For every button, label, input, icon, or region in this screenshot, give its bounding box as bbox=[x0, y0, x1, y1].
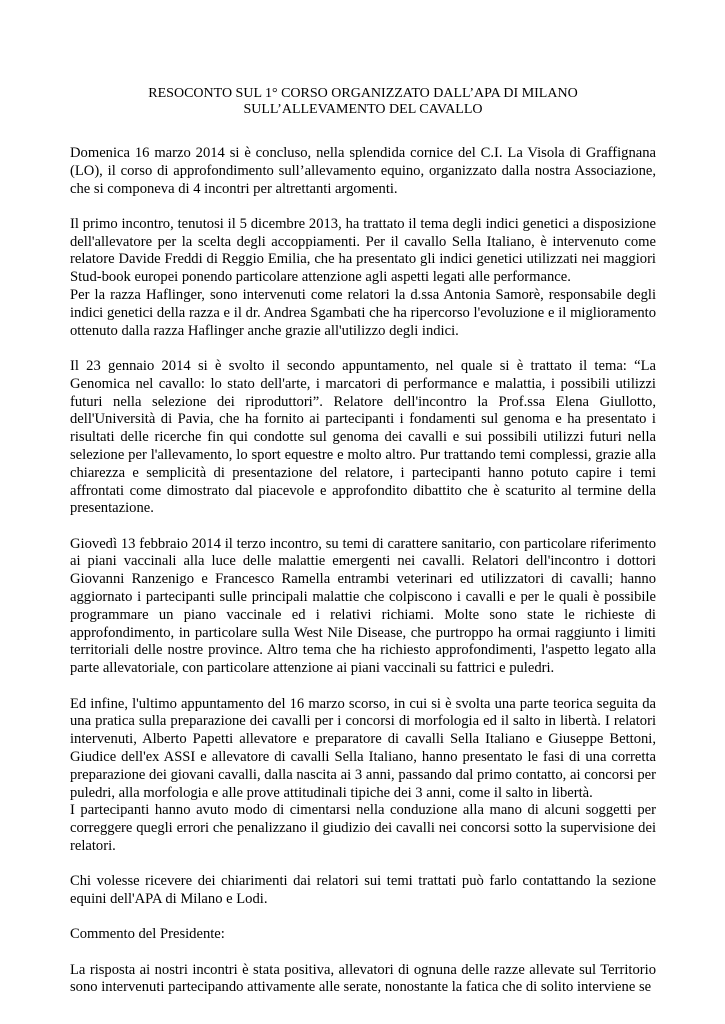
title-line-1: RESOCONTO SUL 1° CORSO ORGANIZZATO DALL’APA DI MILANO bbox=[148, 86, 578, 101]
paragraph-intro: Domenica 16 marzo 2014 si è concluso, nella splendida cornice del C.I. La Visola di Graffignana (LO), il corso di approfondimento sull’allevamento equino, organizzato dalla nostra Associazione, che si componeva di 4 incontri per altrettanti argomenti. bbox=[70, 145, 656, 197]
paragraph-second-meeting: Il 23 gennaio 2014 si è svolto il secondo appuntamento, nel quale si è trattato il tema: “La Genomica nel cavallo: lo stato dell'arte, i marcatori di performance e malattia, i possibili utilizzi futuri nella selezione dei riproduttori”. Relatore dell'incontro la Prof.ssa Elena Giullotto, dell'Università di Pavia, che ha fornito ai partecipanti i fondamenti sul genoma e ha presentato i risultati delle ricerche fin qui condotte sul genoma dei cavalli e sui possibili utilizzi futuri nella selezione per l'allevamento, lo sport equestre e molto altro. Pur trattando temi complessi, grazie alla chiarezza e semplicità di presentazione del relatore, i partecipanti hanno potuto capire i temi affrontati come dimostrato dal piacevole e approfondito dibattito che è scaturito al termine della presentazione. bbox=[70, 357, 656, 517]
president-comment-heading: Commento del Presidente: bbox=[70, 926, 225, 943]
title-line-2: SULL’ALLEVAMENTO DEL CAVALLO bbox=[243, 102, 483, 117]
paragraph-participants: I partecipanti hanno avuto modo di cimentarsi nella conduzione alla mano di alcuni soggetti per correggere quegli errori che penalizzano il giudizio dei cavalli nei concorsi sotto la supervisione dei relatori. bbox=[70, 802, 656, 854]
paragraph-third-meeting: Giovedì 13 febbraio 2014 il terzo incontro, su temi di carattere sanitario, con particolare riferimento ai piani vaccinali alla luce delle malattie emergenti nei cavalli. Relatori dell'incontro i dottori Giovanni Ranzenigo e Francesco Ramella entrambi veterinari ed utilizzatori di cavalli; hanno aggiornato i partecipanti sulle principali malattie che colpiscono i cavalli e per le quali è possibile programmare un piano vaccinale ed i relativi richiami. Molte sono state le richieste di approfondimento, in particolare sulla West Nile Disease, che purtroppo ha ormai raggiunto i limiti territoriali delle nostre province. Altro tema che ha richiesto approfondimenti, l'aspetto legato alla parte allevatoriale, con particolare attenzione ai piani vaccinali su fattrici e puledri. bbox=[70, 535, 656, 677]
paragraph-president-comment: La risposta ai nostri incontri è stata positiva, allevatori di ognuna delle razze allevate sul Territorio sono intervenuti partecipando attivamente alle serate, nonostante la fatica che di solito interviene se bbox=[70, 961, 656, 996]
document-body bbox=[70, 145, 656, 997]
document-title bbox=[70, 86, 656, 118]
paragraph-last-meeting: Ed infine, l'ultimo appuntamento del 16 marzo scorso, in cui si è svolta una parte teorica seguita da una pratica sulla preparazione dei cavalli per i concorsi di morfologia ed il salto in libertà. I relatori intervenuti, Alberto Papetti allevatore e preparatore di cavalli Sella Italiano e Giuseppe Bettoni, Giudice dell'ex ASSI e allevatore di cavalli Sella Italiano, hanno presentato le fasi di una corretta preparazione dei giovani cavalli, dalla nascita ai 3 anni, passando dal primo contatto, ai concorsi per puledri, alla morfologia e alle prove attitudinali tipiche dei 3 anni, come il salto in libertà. bbox=[70, 695, 656, 801]
paragraph-first-meeting: Il primo incontro, tenutosi il 5 dicembre 2013, ha trattato il tema degli indici genetici a disposizione dell'allevatore per la scelta degli accoppiamenti. Per il cavallo Sella Italiano, è intervenuto come relatore Davide Freddi di Reggio Emilia, che ha presentato gli indici genetici utilizzati nei maggiori Stud-book europei ponendo particolare attenzione agli aspetti legati alle performance. bbox=[70, 215, 656, 286]
paragraph-contact: Chi volesse ricevere dei chiarimenti dai relatori sui temi trattati può farlo contattando la sezione equini dell'APA di Milano e Lodi. bbox=[70, 873, 656, 907]
paragraph-haflinger: Per la razza Haflinger, sono intervenuti come relatori la d.ssa Antonia Samorè, responsabile degli indici genetici della razza e il dr. Andrea Sgambati che ha ripercorso l'evoluzione e il miglioramento ottenuto dalla razza Haflinger anche grazie all'utilizzo degli indici. bbox=[70, 287, 656, 339]
